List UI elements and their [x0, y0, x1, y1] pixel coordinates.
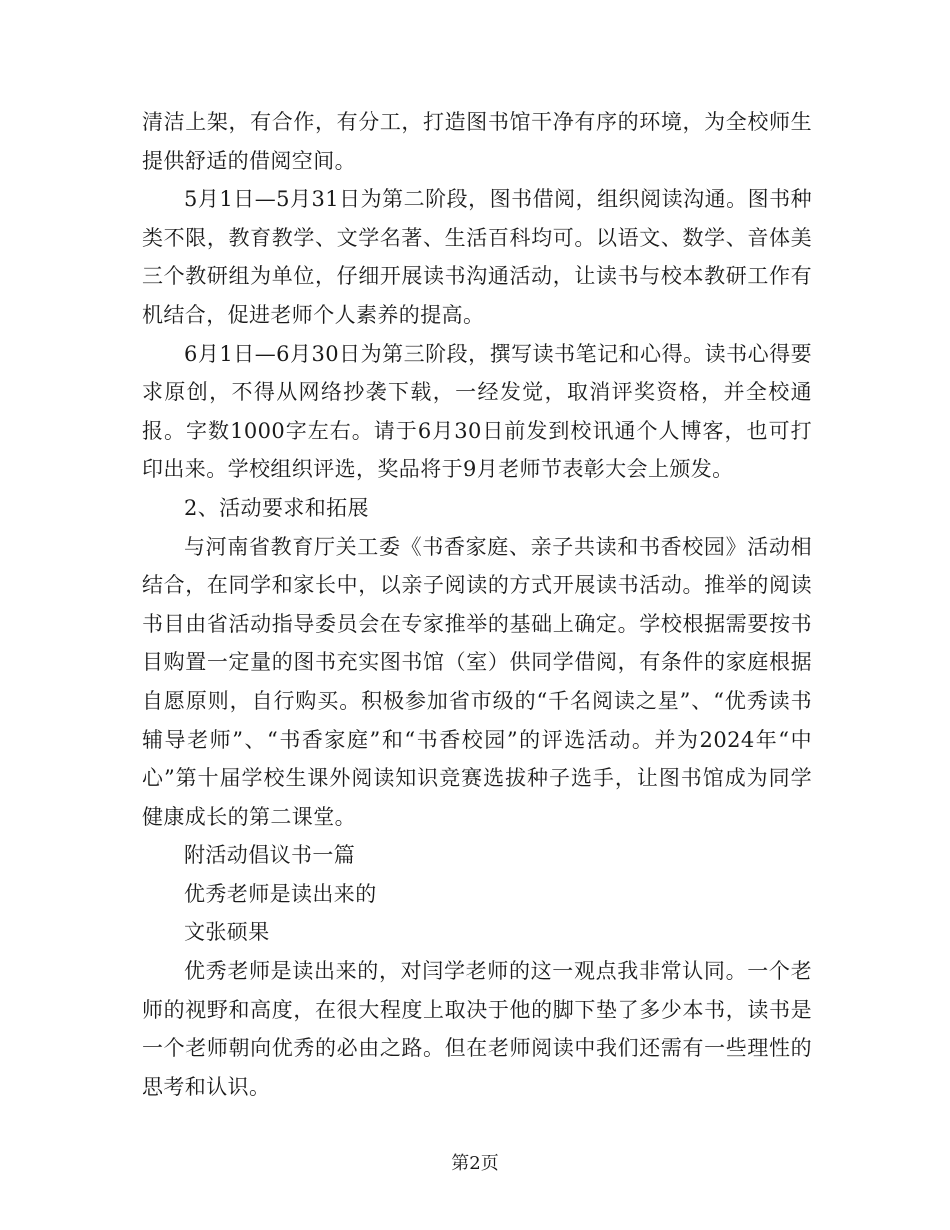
article-author: 文张硕果: [184, 920, 270, 945]
paragraph-1: 清洁上架，有合作，有分工，打造图书馆干净有序的环境，为全校师生提供舒适的借阅空间。: [142, 110, 812, 173]
article-title: 优秀老师是读出来的: [184, 881, 377, 906]
appendix-note: 附活动倡议书一篇: [184, 843, 356, 868]
page-number: 第2页: [451, 1153, 499, 1174]
paragraph-3: 6月1日—6月30日为第三阶段，撰写读书笔记和心得。读书心得要求原创，不得从网络抄袭下载，一经发觉，取消评奖资格，并全校通报。字数1000字左右。请于6月30日前发到校讯通个人博客，也可打印出来。学校组织评选，奖品将于9月老师节表彰大会上颁发。: [142, 341, 812, 482]
paragraph-4: 与河南省教育厅关工委《书香家庭、亲子共读和书香校园》活动相结合，在同学和家长中，以亲子阅读的方式开展读书活动。推举的阅读书目由省活动指导委员会在专家推举的基础上确定。学校根据需要按书目购置一定量的图书充实图书馆（室）供同学借阅，有条件的家庭根据自愿原则，自行购买。积极参加省市级的“千名阅读之星”、“优秀读书辅导老师”、“书香家庭”和“书香校园”的评选活动。并为2024年“中心”第十届学校生课外阅读知识竞赛选拔种子选手，让图书馆成为同学健康成长的第二课堂。: [142, 534, 812, 829]
paragraph-5: 优秀老师是读出来的，对闫学老师的这一观点我非常认同。一个老师的视野和高度，在很大程度上取决于他的脚下垫了多少本书，读书是一个老师朝向优秀的必由之路。但在老师阅读中我们还需有一些理性的思考和认识。: [142, 959, 812, 1099]
document-body: [142, 103, 812, 1106]
section-heading: 2、活动要求和拓展: [184, 495, 369, 520]
paragraph-2: 5月1日—5月31日为第二阶段，图书借阅，组织阅读沟通。图书种类不限，教育教学、文学名著、生活百科均可。以语文、数学、音体美三个教研组为单位，仔细开展读书沟通活动，让读书与校本教研工作有机结合，促进老师个人素养的提高。: [142, 187, 812, 327]
